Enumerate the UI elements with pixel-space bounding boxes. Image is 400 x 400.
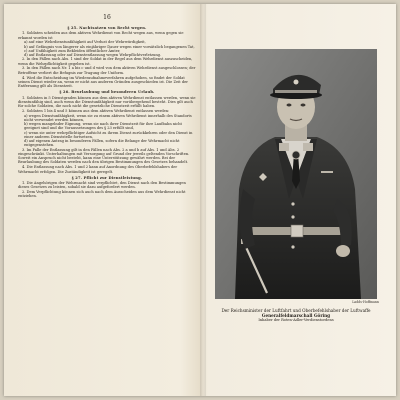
section-heading: § 27. Pflicht zur Dienstleistung. xyxy=(71,175,143,180)
caption-name: Generalfeldmarschall Göring xyxy=(261,313,331,318)
book-spread xyxy=(4,4,396,396)
section-heading: § 26. Beurlaubung und besonderen Urlaub. xyxy=(59,90,155,95)
paragraph: 1. Soldaten scheiden aus dem aktiven Wehrdienst von Recht wegen aus, wenn gegen sie erkannt worden ist xyxy=(18,31,184,40)
section-heading: § 25. Nachtsatzen von Recht wegen. xyxy=(67,26,147,30)
page-number: 16 xyxy=(103,14,111,21)
paragraph: 2. Dem Verpflichtung können sich auch nach dem Ausscheiden aus dem Wehrdienst nicht entziehen. xyxy=(18,190,186,199)
portrait-image xyxy=(215,49,377,299)
caption-title: Der Reichsminister der Luftfahrt und Oberbefehlshaber der Luftwaffe xyxy=(221,308,371,313)
list-item: c) auf Unfähigkeit zum Bekleiden öffentlicher Ämter, xyxy=(24,48,121,53)
right-page xyxy=(215,49,377,349)
list-item: a) wegen Dienstunfähigkeit, wenn sie zu einem aktiven Wehrdienst innerhalb des Standorts nicht verwendet werden können, xyxy=(24,113,192,122)
paragraph: 1. Soldaten in 5 Dienstgraden können aus dem aktiven Wehrdienst entlassen werden, wenn sie dienstunfähig sind, auch wenn die Dienstunfähigkeit nur vorübergehend besteht. Dies gilt auch für solche Soldaten, die noch nicht die gesetzliche Dienstzeit erfüllt haben. xyxy=(18,95,196,109)
book-gutter xyxy=(200,4,206,396)
photo-credit: Ladds-Hoffmann xyxy=(352,300,379,304)
caption-subtitle: Inhaber der Roten-Adler-Verdienstordens xyxy=(258,318,334,322)
list-item: d) auf eigenen Antrag in besonderen Fällen, sofern die Belange der Wehrmacht nicht entgegenstehen. xyxy=(24,139,180,148)
paragraph: 4. Wird die Entscheidung im Wiederaufnahmeverfahren aufgehoben, so findet der Soldat seinen Dienst wieder an, wenn er nicht aus anderen Gründen ausgeschieden ist. Die Zeit der Entfernung gilt als Dienstzeit. xyxy=(18,75,188,89)
portrait-photo xyxy=(215,49,377,299)
list-item: b) auf Gefängnis von längerer als einjähriger Dauer wegen einer vorsätzlich begangenen Tat, xyxy=(24,44,195,49)
photo-caption xyxy=(215,308,377,323)
list-item: d) auf Entlassung oder auf Dienstentlassung wegen Wehrpflichtverletzung. xyxy=(24,53,162,58)
paragraph: 4. Die Entlassung nach Abs. 1 und 2 kann auf Anordnung des Oberbefehlshabers der Wehrmacht erfolgen. Die Zuständigkeit ist geregelt. xyxy=(18,165,178,174)
paragraph: 1. Die Angehörigen der Wehrmacht sind verpflichtet, den Dienst nach den Bestimmungen dieses Gesetzes zu leisten, sobald sie dazu aufgefordert werden. xyxy=(18,181,186,190)
paragraph: 2. In den Fällen nach Abs. 1 sind der Soldat in der Regel aus dem Wehrdienst auszuscheiden, wenn die Wehrpflichtigkeit gegeben ist. xyxy=(18,57,193,66)
paragraph: 2. Soldaten 1 bis 4 und 5 können aus dem aktiven Wehrdienst entlassen werden: xyxy=(22,108,170,113)
list-item: a) auf eine Wehrdienstunfähigkeit auf Verlust der Wehrwürdigkeit, xyxy=(24,40,146,45)
left-page-text xyxy=(18,24,196,384)
list-item: c) wenn sie unter wehrpflichtiger Aufsicht zu ihrem Dienst zurückkehren oder den Dienst in einer anderen Dienststelle fortsetzen, xyxy=(24,130,193,139)
paragraph: 3. In den Fällen nach Nr. 1 a bis c und d wird von dem aktiven Wehrdienst ausgeschlossen; der Betroffene verliert die Befugnis zur Tragung der Uniform. xyxy=(18,66,196,75)
list-item: b) wegen mangelnder Eignung, wenn sie nach ihrer Dienstzeit für ihre Laufbahn nicht geeignet sind und die Voraussetzungen des § 23 erfüllt sind, xyxy=(24,122,183,131)
left-page xyxy=(18,14,196,386)
paragraph: 3. Im Falle der Entlassung gilt in den Fällen nach Abs. 2 a und b auf Abs. 1 und Abs. 2 eingeschränkt. Unterhaltungen mit Versorgung auf Grund der jeweils geltenden Vorschriften. Soweit ein Anspruch nicht besteht, kann eine Unterstützung gewährt werden. Bei der Beurlaubung des Soldaten werden nach den übrigen Bestimmungen des Gesetzes behandelt. xyxy=(18,147,190,165)
